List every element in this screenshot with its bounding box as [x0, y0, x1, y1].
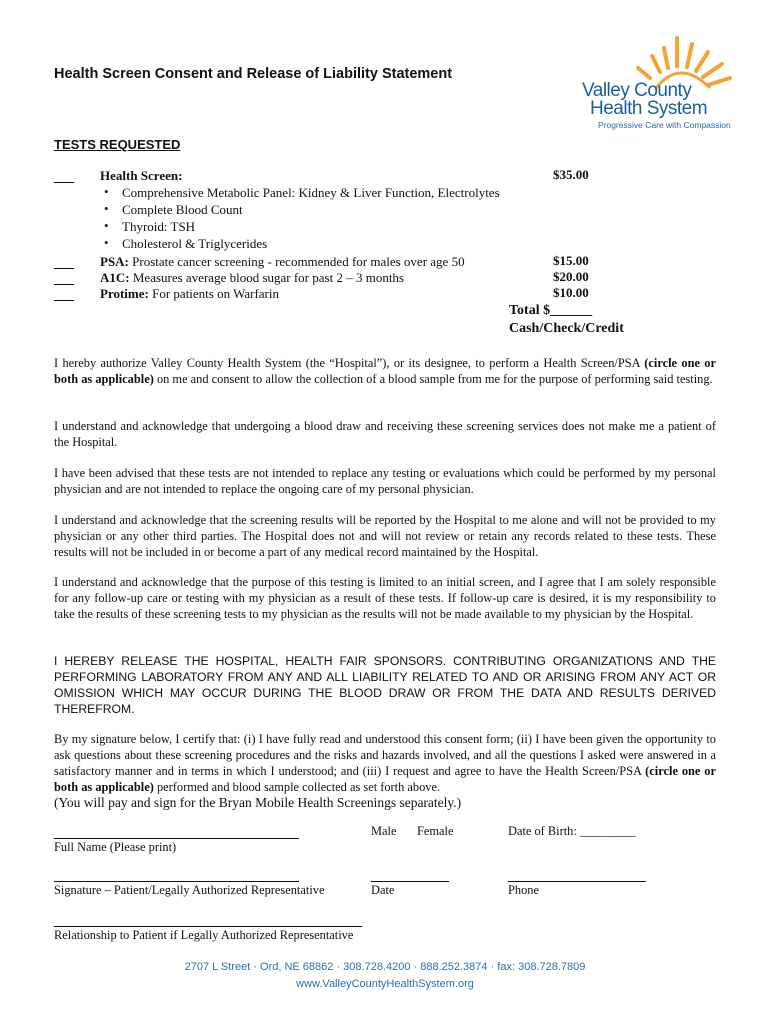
- signature-input-line[interactable]: [54, 881, 299, 882]
- tests-requested-header: TESTS REQUESTED: [54, 137, 181, 152]
- a1c-label: A1C:: [100, 270, 130, 285]
- circle-instruction: (circle one or both as applicable): [54, 356, 716, 386]
- logo-line2: Health System: [590, 98, 708, 119]
- footer-address: 2707 L Street · Ord, NE 68862 · 308.728.4200 · 888.252.3874 · fax: 308.728.7809: [184, 961, 586, 973]
- certification-text: By my signature below, I certify that: (i) I have fully read and understood this consent form; (ii) I have been given the opportunity to ask questions about these screening procedures and the risks and hazards involved, and all the questions I asked were answered in a satisfactory manner and in terms in which I understood; and (iii) I request and agree to have the Health Screen/PSA: [54, 732, 716, 778]
- payment-methods: Cash/Check/Credit: [509, 321, 624, 336]
- protime-description: For patients on Warfarin: [148, 286, 279, 301]
- health-screen-label: Health Screen:: [100, 168, 183, 183]
- results-reporting-paragraph: I understand and acknowledge that the screening results will be reported by the Hospital to me alone and will not be provided to my physician or any other third parties. The Hospital does not and will not review or retain any records related to these tests. These results will not be included in or become a part of any medical record maintained by the Hospital.: [54, 513, 716, 559]
- full-name-label: Full Name (Please print): [54, 840, 177, 854]
- certification-text-end: performed and blood sample collected as set forth above.: [153, 780, 441, 794]
- authorization-text-end: on me and consent to allow the collection of a blood sample from me for the purpose of performing said testing.: [153, 372, 713, 386]
- bullet-icon: •: [104, 235, 109, 250]
- health-screen-checkbox-line[interactable]: [54, 168, 74, 183]
- circle-instruction: (circle one or both as applicable): [54, 764, 717, 794]
- logo-tagline: Progressive Care with Compassion: [598, 120, 731, 130]
- logo-line1: Valley County: [582, 80, 692, 101]
- relationship-label: Relationship to Patient if Legally Authorized Representative: [54, 928, 354, 942]
- signature-label: Signature – Patient/Legally Authorized Representative: [54, 883, 325, 897]
- protime-price: $10.00: [553, 285, 589, 300]
- bullet-icon: •: [104, 184, 109, 199]
- health-screen-item: Comprehensive Metabolic Panel: Kidney & Liver Function, Electrolytes: [122, 185, 500, 200]
- bullet-icon: •: [104, 201, 109, 216]
- protime-row: [100, 285, 279, 302]
- date-label: Date: [371, 883, 395, 897]
- phone-input-line[interactable]: [508, 881, 646, 882]
- female-option[interactable]: Female: [417, 824, 454, 838]
- psa-label: PSA:: [100, 254, 129, 269]
- not-replacement-paragraph: I have been advised that these tests are not intended to replace any testing or evaluations which could be performed by my personal physician and are not intended to replace the ongoing care of my personal physician.: [54, 466, 716, 496]
- health-screen-item: Complete Blood Count: [122, 202, 243, 217]
- footer-website[interactable]: www.ValleyCountyHealthSystem.org: [296, 978, 474, 990]
- phone-label: Phone: [508, 883, 539, 897]
- full-name-input-line[interactable]: [54, 838, 299, 839]
- liability-release-paragraph: I HEREBY RELEASE THE HOSPITAL, HEALTH FAIR SPONSORS. CONTRIBUTING ORGANIZATIONS AND THE PERFORMING LABORATORY FROM ANY AND ALL LIABILITY RELATED TO AND OR ARISING FROM ANY ACT OR OMISSION WHICH MAY OCCUR DURING THE BLOOD DRAW OR FROM THE DATA AND RESULTS DERIVED THEREFROM.: [54, 654, 716, 716]
- logo-name: [582, 82, 707, 118]
- psa-row: [100, 253, 465, 270]
- authorization-paragraph: [54, 355, 716, 387]
- a1c-checkbox-line[interactable]: [54, 270, 74, 285]
- relationship-input-line[interactable]: [54, 926, 362, 927]
- health-screen-item: Thyroid: TSH: [122, 219, 196, 234]
- date-of-birth-field[interactable]: Date of Birth: _________: [508, 824, 636, 838]
- protime-label: Protime:: [100, 286, 149, 301]
- a1c-row: [100, 269, 404, 286]
- a1c-price: $20.00: [553, 269, 589, 284]
- health-screen-item: Cholesterol & Triglycerides: [122, 236, 268, 251]
- date-input-line[interactable]: [371, 881, 449, 882]
- not-patient-paragraph: I understand and acknowledge that undergoing a blood draw and receiving these screening services does not make me a patient of the Hospital.: [54, 419, 716, 449]
- psa-description: Prostate cancer screening - recommended for males over age 50: [128, 254, 465, 269]
- authorization-text: I hereby authorize Valley County Health System (the “Hospital”), or its designee, to perform a Health Screen/PSA: [54, 356, 645, 370]
- total-field[interactable]: Total $______: [509, 303, 593, 318]
- protime-checkbox-line[interactable]: [54, 286, 74, 301]
- bullet-icon: •: [104, 218, 109, 233]
- valley-county-logo: [560, 22, 750, 132]
- certification-paragraph: [54, 731, 716, 795]
- male-option[interactable]: Male: [371, 824, 397, 838]
- psa-price: $15.00: [553, 253, 589, 268]
- a1c-description: Measures average blood sugar for past 2 – 3 months: [129, 270, 404, 285]
- payment-note: (You will pay and sign for the Bryan Mobile Health Screenings separately.): [54, 795, 462, 810]
- psa-checkbox-line[interactable]: [54, 254, 74, 269]
- follow-up-paragraph: I understand and acknowledge that the purpose of this testing is limited to an initial screen, and I agree that I am solely responsible for any follow-up care or testing with my physician as a result of these tests. If follow-up care is desired, it is my responsibility to take the results of these screening tests to my physician as the results will not be made available to my physician by the Hospital.: [54, 575, 716, 621]
- health-screen-price: $35.00: [553, 167, 589, 182]
- document-title: Health Screen Consent and Release of Liability Statement: [54, 66, 453, 82]
